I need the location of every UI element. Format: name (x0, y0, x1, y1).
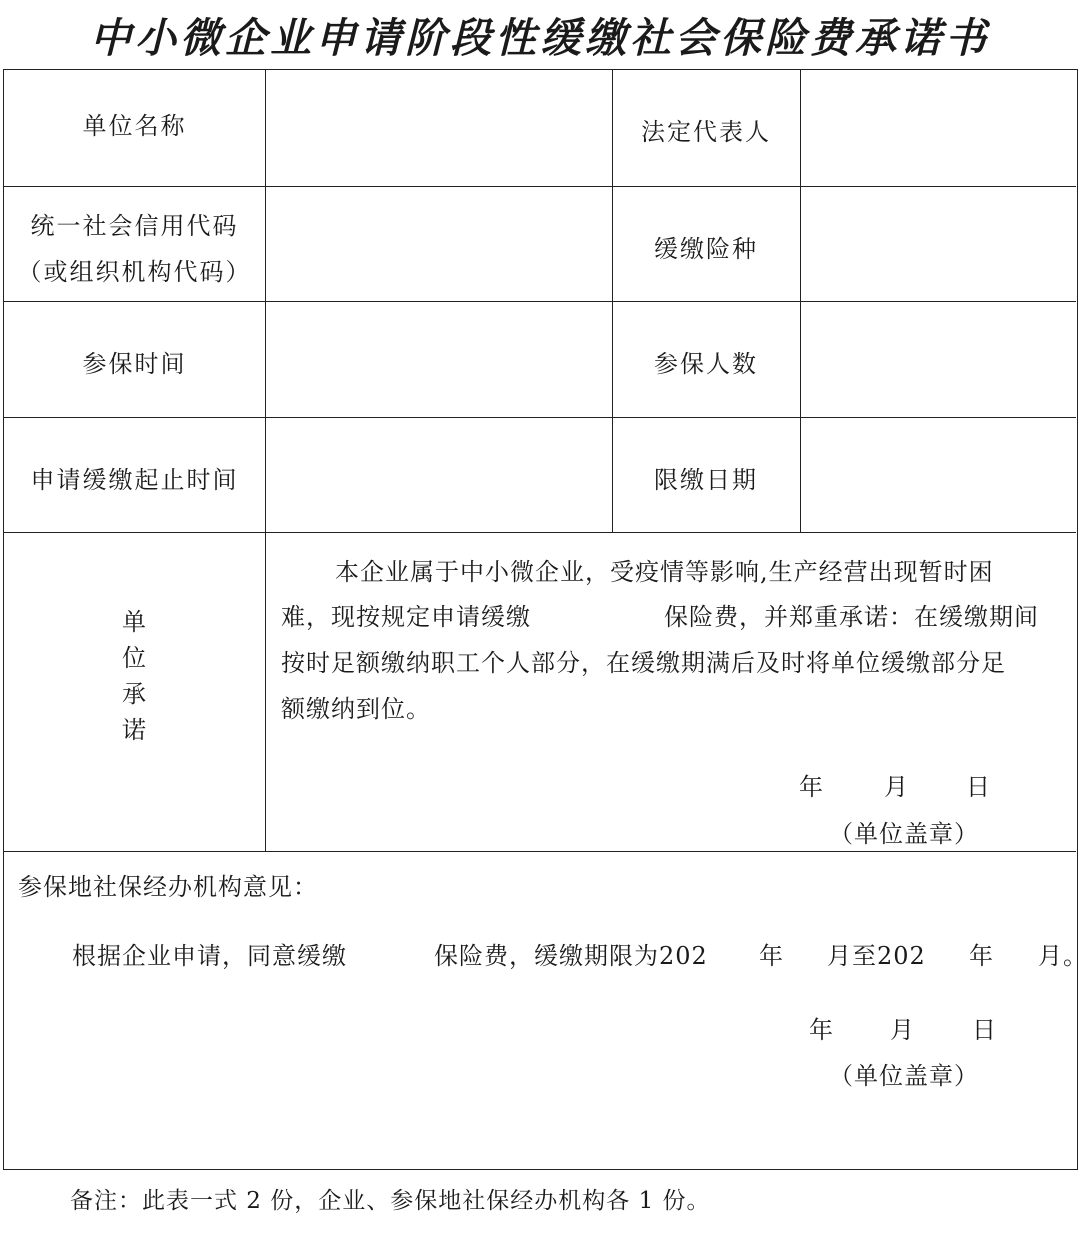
agency-sentence-part-e: 年 (969, 942, 994, 970)
row-divider (4, 532, 1076, 533)
commitment-line-2a: 难，现按规定申请缓缴 (281, 603, 531, 631)
agency-sentence-part-c: 年 (759, 942, 784, 970)
row-divider (4, 417, 1076, 418)
agency-sentence-part-f: 月。 (1038, 942, 1088, 970)
payment-deadline-label: 限缴日期 (654, 466, 758, 494)
legal-representative-label: 法定代表人 (641, 118, 771, 146)
label-char: 诺 (122, 716, 146, 744)
deferral-period-label: 申请缓缴起止时间 (30, 466, 239, 494)
credit-code-label: 统一社会信用代码 (30, 212, 239, 240)
row-divider (4, 186, 1076, 187)
column-divider (800, 70, 801, 532)
agency-seal-note: （单位盖章） (829, 1062, 979, 1090)
row-divider (4, 301, 1076, 302)
commitment-line-2b: 保险费，并郑重承诺：在缓缴期间 (664, 603, 1039, 631)
commitment-seal-note: （单位盖章） (829, 820, 979, 848)
column-divider (265, 70, 266, 851)
label-char: 位 (122, 644, 146, 672)
commitment-date-month: 月 (884, 773, 909, 801)
commitment-date-day: 日 (966, 773, 991, 801)
row-divider (4, 851, 1076, 852)
deferred-insurance-type-label: 缓缴险种 (654, 235, 758, 263)
agency-date-day: 日 (972, 1016, 997, 1044)
agency-sentence-part-d: 月至202 (827, 942, 926, 970)
agency-sentence-part-a: 根据企业申请，同意缓缴 (72, 942, 347, 970)
agency-date-year: 年 (809, 1016, 834, 1044)
agency-date-month: 月 (890, 1016, 915, 1044)
label-char: 承 (122, 680, 146, 708)
commitment-line-4: 额缴纳到位。 (281, 695, 431, 723)
page-title: 中小微企业申请阶段性缓缴社会保险费承诺书 (90, 14, 990, 62)
commitment-line-1: 本企业属于中小微企业，受疫情等影响,生产经营出现暂时困 (335, 558, 994, 586)
unit-name-label: 单位名称 (82, 112, 187, 140)
agency-opinion-heading: 参保地社保经办机构意见： (18, 873, 318, 901)
commitment-line-3: 按时足额缴纳职工个人部分，在缓缴期满后及时将单位缓缴部分足 (281, 649, 1006, 677)
insured-count-label: 参保人数 (654, 350, 758, 378)
label-char: 单 (122, 608, 146, 636)
footer-note: 备注：此表一式 2 份，企业、参保地社保经办机构各 1 份。 (70, 1188, 711, 1214)
agency-sentence-part-b: 保险费，缓缴期限为202 (434, 942, 708, 970)
enrollment-time-label: 参保时间 (82, 350, 187, 378)
unit-commitment-label (114, 604, 154, 748)
organization-code-label: （或组织机构代码） (17, 258, 252, 286)
commitment-form-table (3, 69, 1088, 1170)
commitment-date-year: 年 (799, 773, 824, 801)
